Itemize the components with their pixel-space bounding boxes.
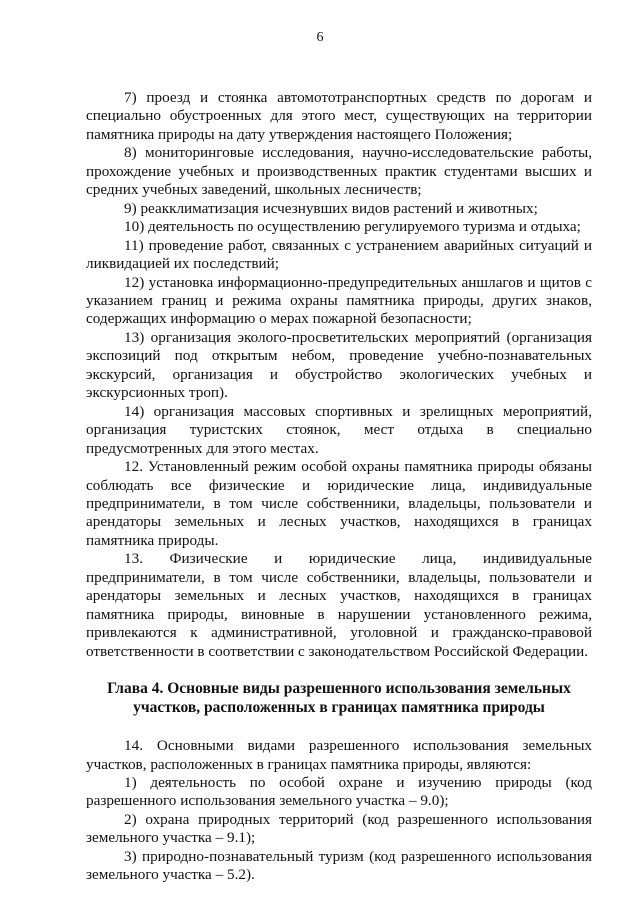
list-item-7: 7) проезд и стоянка автомототранспортных средств по дорогам и специально обустроенных для этого мест, существующих на территории памятника природы на дату утверждения настоящего Положения; — [86, 89, 592, 143]
clause-14: 14. Основными видами разрешенного использования земельных участков, расположенных в границах памятника природы, являются: — [86, 737, 592, 773]
list-item-9: 9) реакклиматизация исчезнувших видов растений и животных; — [124, 199, 538, 217]
permitted-use-item-3: 3) природно-познавательный туризм (код разрешенного использования земельного участка – 5.2). — [86, 847, 592, 884]
document-body — [86, 89, 592, 885]
chapter-heading — [86, 679, 592, 717]
permitted-use-item-1: 1) деятельность по особой охране и изучению природы (код разрешенного использования земельного участка – 9.0); — [86, 773, 592, 810]
page-number: 6 — [316, 30, 324, 45]
list-item-10: 10) деятельность по осуществлению регулируемого туризма и отдыха; — [124, 218, 581, 236]
chapter-heading-line-2: участков, расположенных в границах памятника природы — [133, 699, 545, 717]
list-item-14: 14) организация массовых спортивных и зрелищных мероприятий, организация туристских стоянок, мест отдыха в специально предусмотренных для этого местах. — [86, 402, 592, 457]
clause-12: 12. Установленный режим особой охраны памятника природы обязаны соблюдать все физические и юридические лица, индивидуальные предприниматели, в том числе собственники, владельцы, пользователи и арендаторы земельных и лесных участков, находящихся в границах памятника природы. — [86, 458, 592, 549]
chapter-heading-line-1: Глава 4. Основные виды разрешенного использования земельных — [107, 680, 571, 698]
permitted-use-item-2: 2) охрана природных территорий (код разрешенного использования земельного участка – 9.1); — [86, 810, 592, 847]
list-item-13: 13) организация эколого-просветительских мероприятий (организация экспозиций под открытым небом, проведение учебно-познавательных экскурсий, организация и обустройство экологических учебных и экскурсионных троп). — [86, 328, 592, 402]
list-item-11: 11) проведение работ, связанных с устранением аварийных ситуаций и ликвидацией их последствий; — [86, 236, 592, 273]
clause-13: 13. Физические и юридические лица, индивидуальные предприниматели, в том числе собственники, владельцы, пользователи и арендаторы земельных и лесных участков, находящихся в границах памятника природы, виновные в нарушении установленного режима, привлекаются к административной, уголовной и гражданско-правовой ответственности в соответствии с законодательством Российской Федерации. — [86, 550, 592, 660]
list-item-12: 12) установка информационно-предупредительных аншлагов и щитов с указанием границ и режима охраны памятника природы, других знаков, содержащих информацию о мерах пожарной безопасности; — [86, 273, 592, 328]
list-item-8: 8) мониторинговые исследования, научно-исследовательские работы, прохождение учебных и производственных практик студентами высших и средних учебных заведений, школьных лесничеств; — [86, 144, 592, 199]
